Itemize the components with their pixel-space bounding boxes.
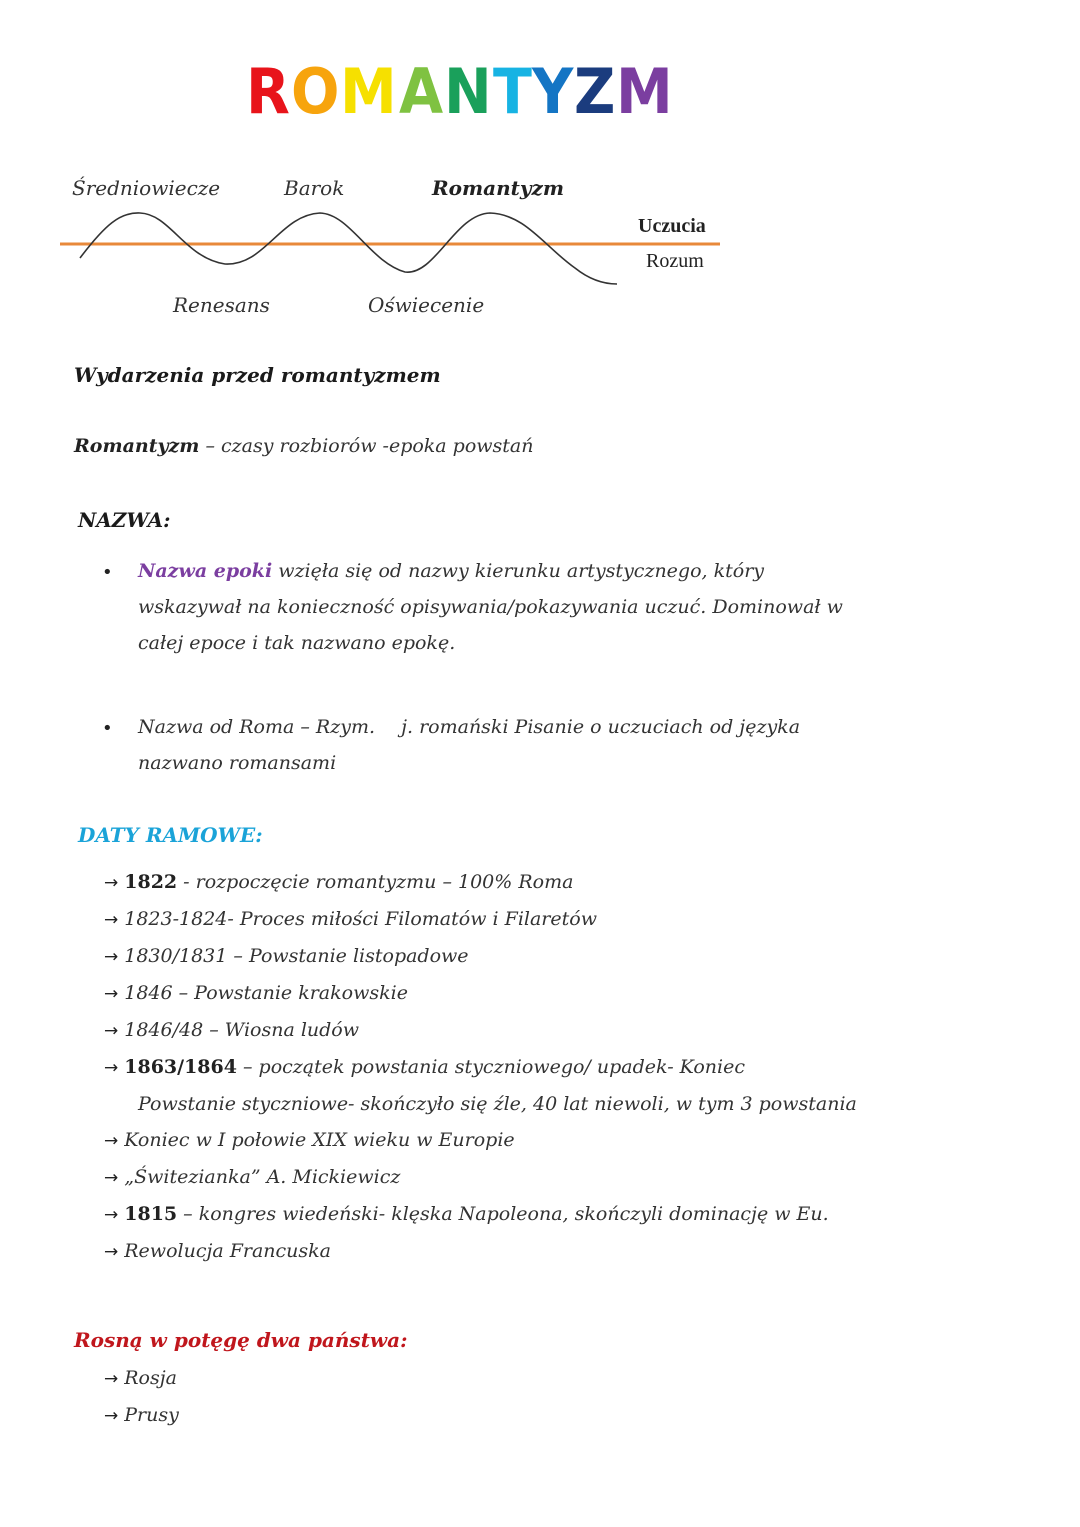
date-text: Koniec w I połowie XIX wieku w Europie <box>124 1129 515 1151</box>
daty-heading: DATY RAMOWE: <box>78 823 263 847</box>
timeline-diagram <box>0 0 1080 320</box>
timeline-wave <box>80 213 617 284</box>
nazwa-highlight: Nazwa epoki <box>138 560 273 582</box>
list-item-continuation <box>104 1086 857 1122</box>
date-text: 1846 – Powstanie krakowskie <box>124 982 408 1004</box>
events-heading: Wydarzenia przed romantyzmem <box>74 363 441 387</box>
arrow-right-icon: → <box>104 1369 119 1389</box>
arrow-right-icon: → <box>104 984 119 1004</box>
list-item <box>104 938 857 975</box>
romantyzm-rest: – czasy rozbiorów -epoka powstań <box>205 435 534 457</box>
list-item <box>104 901 857 938</box>
panstwo-text: Rosja <box>124 1367 177 1389</box>
date-bold: 1863/1864 <box>124 1056 237 1078</box>
arrow-right-icon: → <box>104 873 119 893</box>
date-bold: 1822 <box>124 871 178 893</box>
list-item <box>104 1233 857 1270</box>
title-letter: R <box>246 55 288 128</box>
panstwo-text: Prusy <box>124 1404 179 1426</box>
nazwa-heading: NAZWA: <box>78 508 171 532</box>
date-text: Rewolucja Francuska <box>124 1240 332 1262</box>
era-label-sredniowiecze: Średniowiecze <box>72 176 221 200</box>
nazwa-bullet-2 <box>138 709 838 781</box>
nazwa-text-line: j. romański Pisanie o uczuciach od języka <box>401 716 801 738</box>
nazwa-text-line: całej epoce i tak nazwano epokę. <box>138 632 456 654</box>
date-text: – kongres wiedeński- klęska Napoleona, skończyli dominację w Eu. <box>177 1203 829 1225</box>
date-text: 1830/1831 – Powstanie listopadowe <box>124 945 469 967</box>
date-text: „Świtezianka” A. Mickiewicz <box>124 1166 401 1188</box>
title-letter: T <box>493 55 530 128</box>
arrow-right-icon: → <box>104 947 119 967</box>
nazwa-bullet-1 <box>138 553 843 661</box>
arrow-right-icon: → <box>104 1205 119 1225</box>
arrow-right-icon: → <box>104 1021 119 1041</box>
title-letter: A <box>399 55 441 128</box>
arrow-right-icon: → <box>104 1168 119 1188</box>
era-label-oswiecenie: Oświecenie <box>368 293 485 317</box>
title-letter: M <box>616 55 671 128</box>
legend-rozum: Rozum <box>646 250 704 272</box>
title-letter: Y <box>532 55 571 128</box>
list-item <box>104 1159 857 1196</box>
date-text: - rozpoczęcie romantyzmu – 100% Roma <box>177 871 574 893</box>
romantyzm-term: Romantyzm <box>74 435 200 457</box>
nazwa-text-line: wzięła się od nazwy kierunku artystycznego, który <box>278 560 765 582</box>
romantyzm-line <box>74 435 534 457</box>
panstwa-list <box>104 1360 179 1434</box>
list-item <box>104 1049 857 1086</box>
arrow-right-icon: → <box>104 910 119 930</box>
arrow-right-icon: → <box>104 1131 119 1151</box>
date-text: 1846/48 – Wiosna ludów <box>124 1019 360 1041</box>
title-letter: O <box>290 55 337 128</box>
arrow-right-icon: → <box>104 1058 119 1078</box>
era-label-barok: Barok <box>284 176 345 200</box>
title-letter: Z <box>574 55 613 128</box>
legend-uczucia: Uczucia <box>638 215 706 237</box>
panstwa-heading: Rosną w potęgę dwa państwa: <box>74 1328 408 1352</box>
title-letter: N <box>444 55 490 128</box>
list-item <box>104 1012 857 1049</box>
bullet-dot-icon: • <box>102 562 113 583</box>
arrow-right-icon: → <box>104 1242 119 1262</box>
arrow-right-icon: → <box>104 1406 119 1426</box>
nazwa-text-line: wskazywał na konieczność opisywania/pokazywania uczuć. Dominował w <box>138 596 843 618</box>
title-letter: M <box>340 55 395 128</box>
era-label-romantyzm: Romantyzm <box>432 176 565 200</box>
date-text: Powstanie styczniowe- skończyło się źle, 40 lat niewoli, w tym 3 powstania <box>138 1093 857 1115</box>
era-label-renesans: Renesans <box>173 293 270 317</box>
date-text: – początek powstania styczniowego/ upadek- Koniec <box>236 1056 745 1078</box>
list-item <box>104 1122 857 1159</box>
daty-list <box>104 864 857 1270</box>
list-item <box>104 1196 857 1233</box>
list-item <box>104 1360 179 1397</box>
list-item <box>104 975 857 1012</box>
list-item <box>104 1397 179 1434</box>
date-text: 1823-1824- Proces miłości Filomatów i Filaretów <box>124 908 597 930</box>
nazwa-text-line: Nazwa od Roma – Rzym. <box>138 716 376 738</box>
bullet-dot-icon: • <box>102 718 113 739</box>
nazwa-text-line: nazwano romansami <box>138 752 337 774</box>
list-item <box>104 864 857 901</box>
date-bold: 1815 <box>124 1203 178 1225</box>
